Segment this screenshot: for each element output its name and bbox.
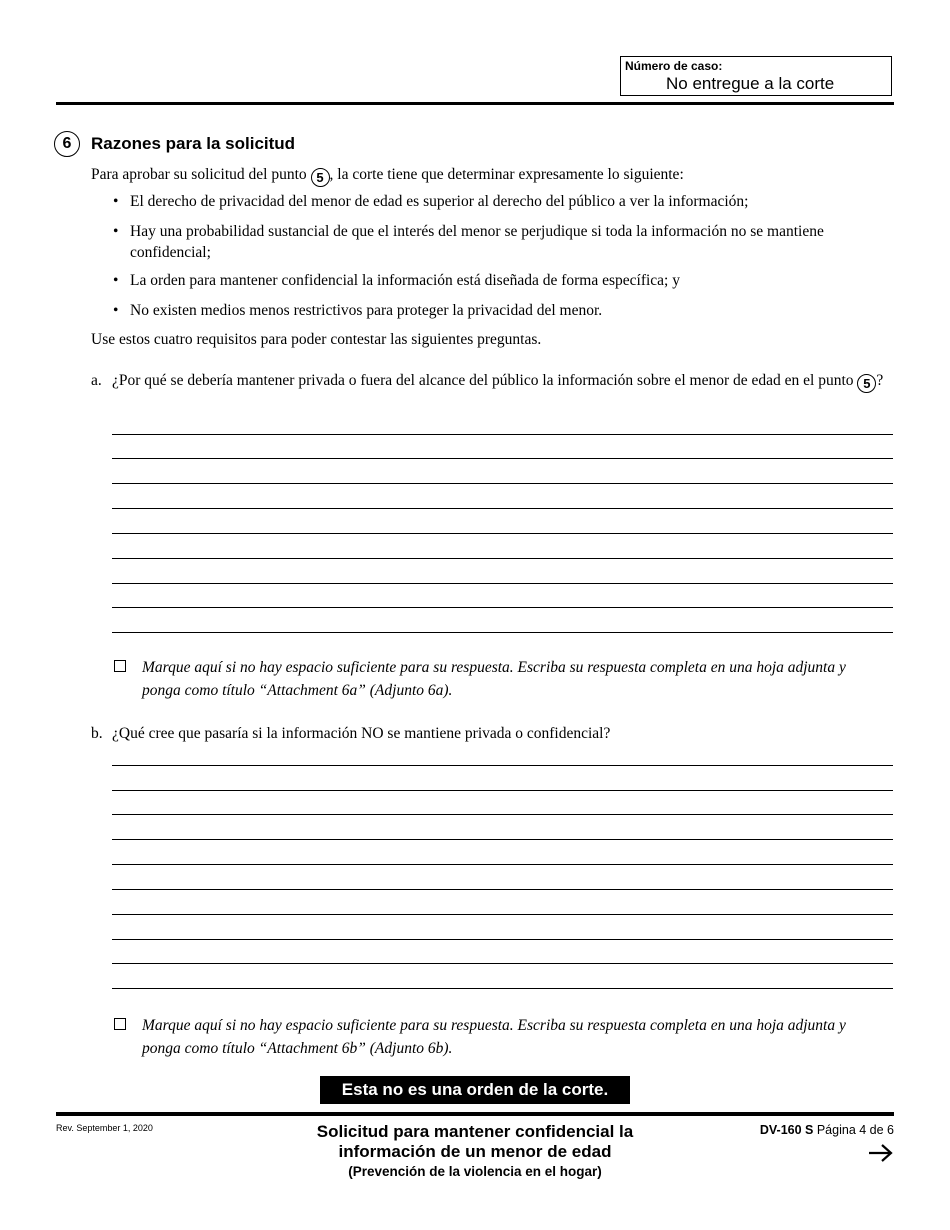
intro-text: Para aprobar su solicitud del punto <box>91 166 311 183</box>
next-page-arrow-icon <box>868 1142 894 1164</box>
answer-line <box>112 765 893 766</box>
attachment-6b-instruction: Marque aquí si no hay espacio suficiente para su respuesta. Escriba su respuesta completa en una hoja adjunta y ponga como título “Attachment 6b” (Adjunto 6b). <box>142 1017 846 1057</box>
question-a-letter: a. <box>91 372 102 389</box>
case-number-label: Número de caso: <box>625 59 723 73</box>
form-id-page <box>760 1123 894 1137</box>
requirement-item: • No existen medios menos restrictivos para proteger la privacidad del menor. <box>113 302 603 319</box>
answer-line <box>112 988 893 989</box>
requirement-item: • La orden para mantener confidencial la información está diseñada de forma específica; y <box>113 272 680 289</box>
not-court-order-banner: Esta no es una orden de la corte. <box>320 1076 630 1104</box>
form-id: DV-160 S <box>759 1123 814 1137</box>
attachment-6b-checkbox[interactable] <box>114 1018 126 1030</box>
attachment-6a-checkbox[interactable] <box>114 660 126 672</box>
section-intro <box>91 164 684 187</box>
item-reference-badge: 5 <box>857 374 876 393</box>
requirement-item: • El derecho de privacidad del menor de edad es superior al derecho del público a ver la información; <box>113 193 749 210</box>
requirement-text: El derecho de privacidad del menor de edad es superior al derecho del público a ver la información; <box>130 193 749 210</box>
question-a-prompt-tail: ? <box>876 372 884 389</box>
section-number: 6 <box>54 131 80 157</box>
footer-divider <box>56 1112 894 1116</box>
case-number-box <box>620 56 892 96</box>
answer-line <box>112 533 893 534</box>
answer-line <box>112 483 893 484</box>
attachment-6a-instruction: Marque aquí si no hay espacio suficiente para su respuesta. Escriba su respuesta completa en una hoja adjunta y ponga como título “Attachment 6a” (Adjunto 6a). <box>142 659 846 699</box>
answer-line <box>112 814 893 815</box>
section-outro: Use estos cuatro requisitos para poder contestar las siguientes preguntas. <box>91 331 542 348</box>
requirement-text: Hay una probabilidad sustancial de que el interés del menor se perjudique si toda la información no se mantiene confidencial; <box>130 223 824 261</box>
answer-line <box>112 790 893 791</box>
form-title: Solicitud para mantener confidencial la información de un menor de edad <box>316 1122 634 1161</box>
answer-line <box>112 963 893 964</box>
header-divider <box>56 102 894 105</box>
page-number: Página 4 de 6 <box>813 1123 894 1137</box>
case-number-value: No entregue a la corte <box>666 74 835 93</box>
answer-line <box>112 458 893 459</box>
answer-line <box>112 558 893 559</box>
answer-line <box>112 914 893 915</box>
question-b-text: ¿Qué cree que pasaría si la información NO se mantiene privada o confidencial? <box>112 725 611 742</box>
requirement-text: La orden para mantener confidencial la información está diseñada de forma específica; y <box>130 272 680 289</box>
answer-line <box>112 434 893 435</box>
form-subtitle: (Prevención de la violencia en el hogar) <box>348 1164 602 1179</box>
revision-date: Rev. September 1, 2020 <box>56 1123 153 1133</box>
requirement-text: No existen medios menos restrictivos para proteger la privacidad del menor. <box>130 302 603 319</box>
answer-line <box>112 583 893 584</box>
answer-line <box>112 939 893 940</box>
answer-line <box>112 889 893 890</box>
section-title: Razones para la solicitud <box>91 134 296 153</box>
answer-line <box>112 839 893 840</box>
question-a-prompt: ¿Por qué se debería mantener privada o fuera del alcance del público la información sobre el menor de edad en el punto <box>112 372 858 389</box>
answer-line <box>112 607 893 608</box>
answer-line <box>112 508 893 509</box>
requirement-item: • Hay una probabilidad sustancial de que el interés del menor se perjudique si toda la información no se mantiene confidencial; <box>113 223 824 261</box>
intro-text-tail: , la corte tiene que determinar expresamente lo siguiente: <box>329 166 684 183</box>
question-b-letter: b. <box>91 725 103 742</box>
question-a-text <box>112 370 892 393</box>
answer-line <box>112 864 893 865</box>
answer-line <box>112 632 893 633</box>
item-reference-badge: 5 <box>311 168 330 187</box>
